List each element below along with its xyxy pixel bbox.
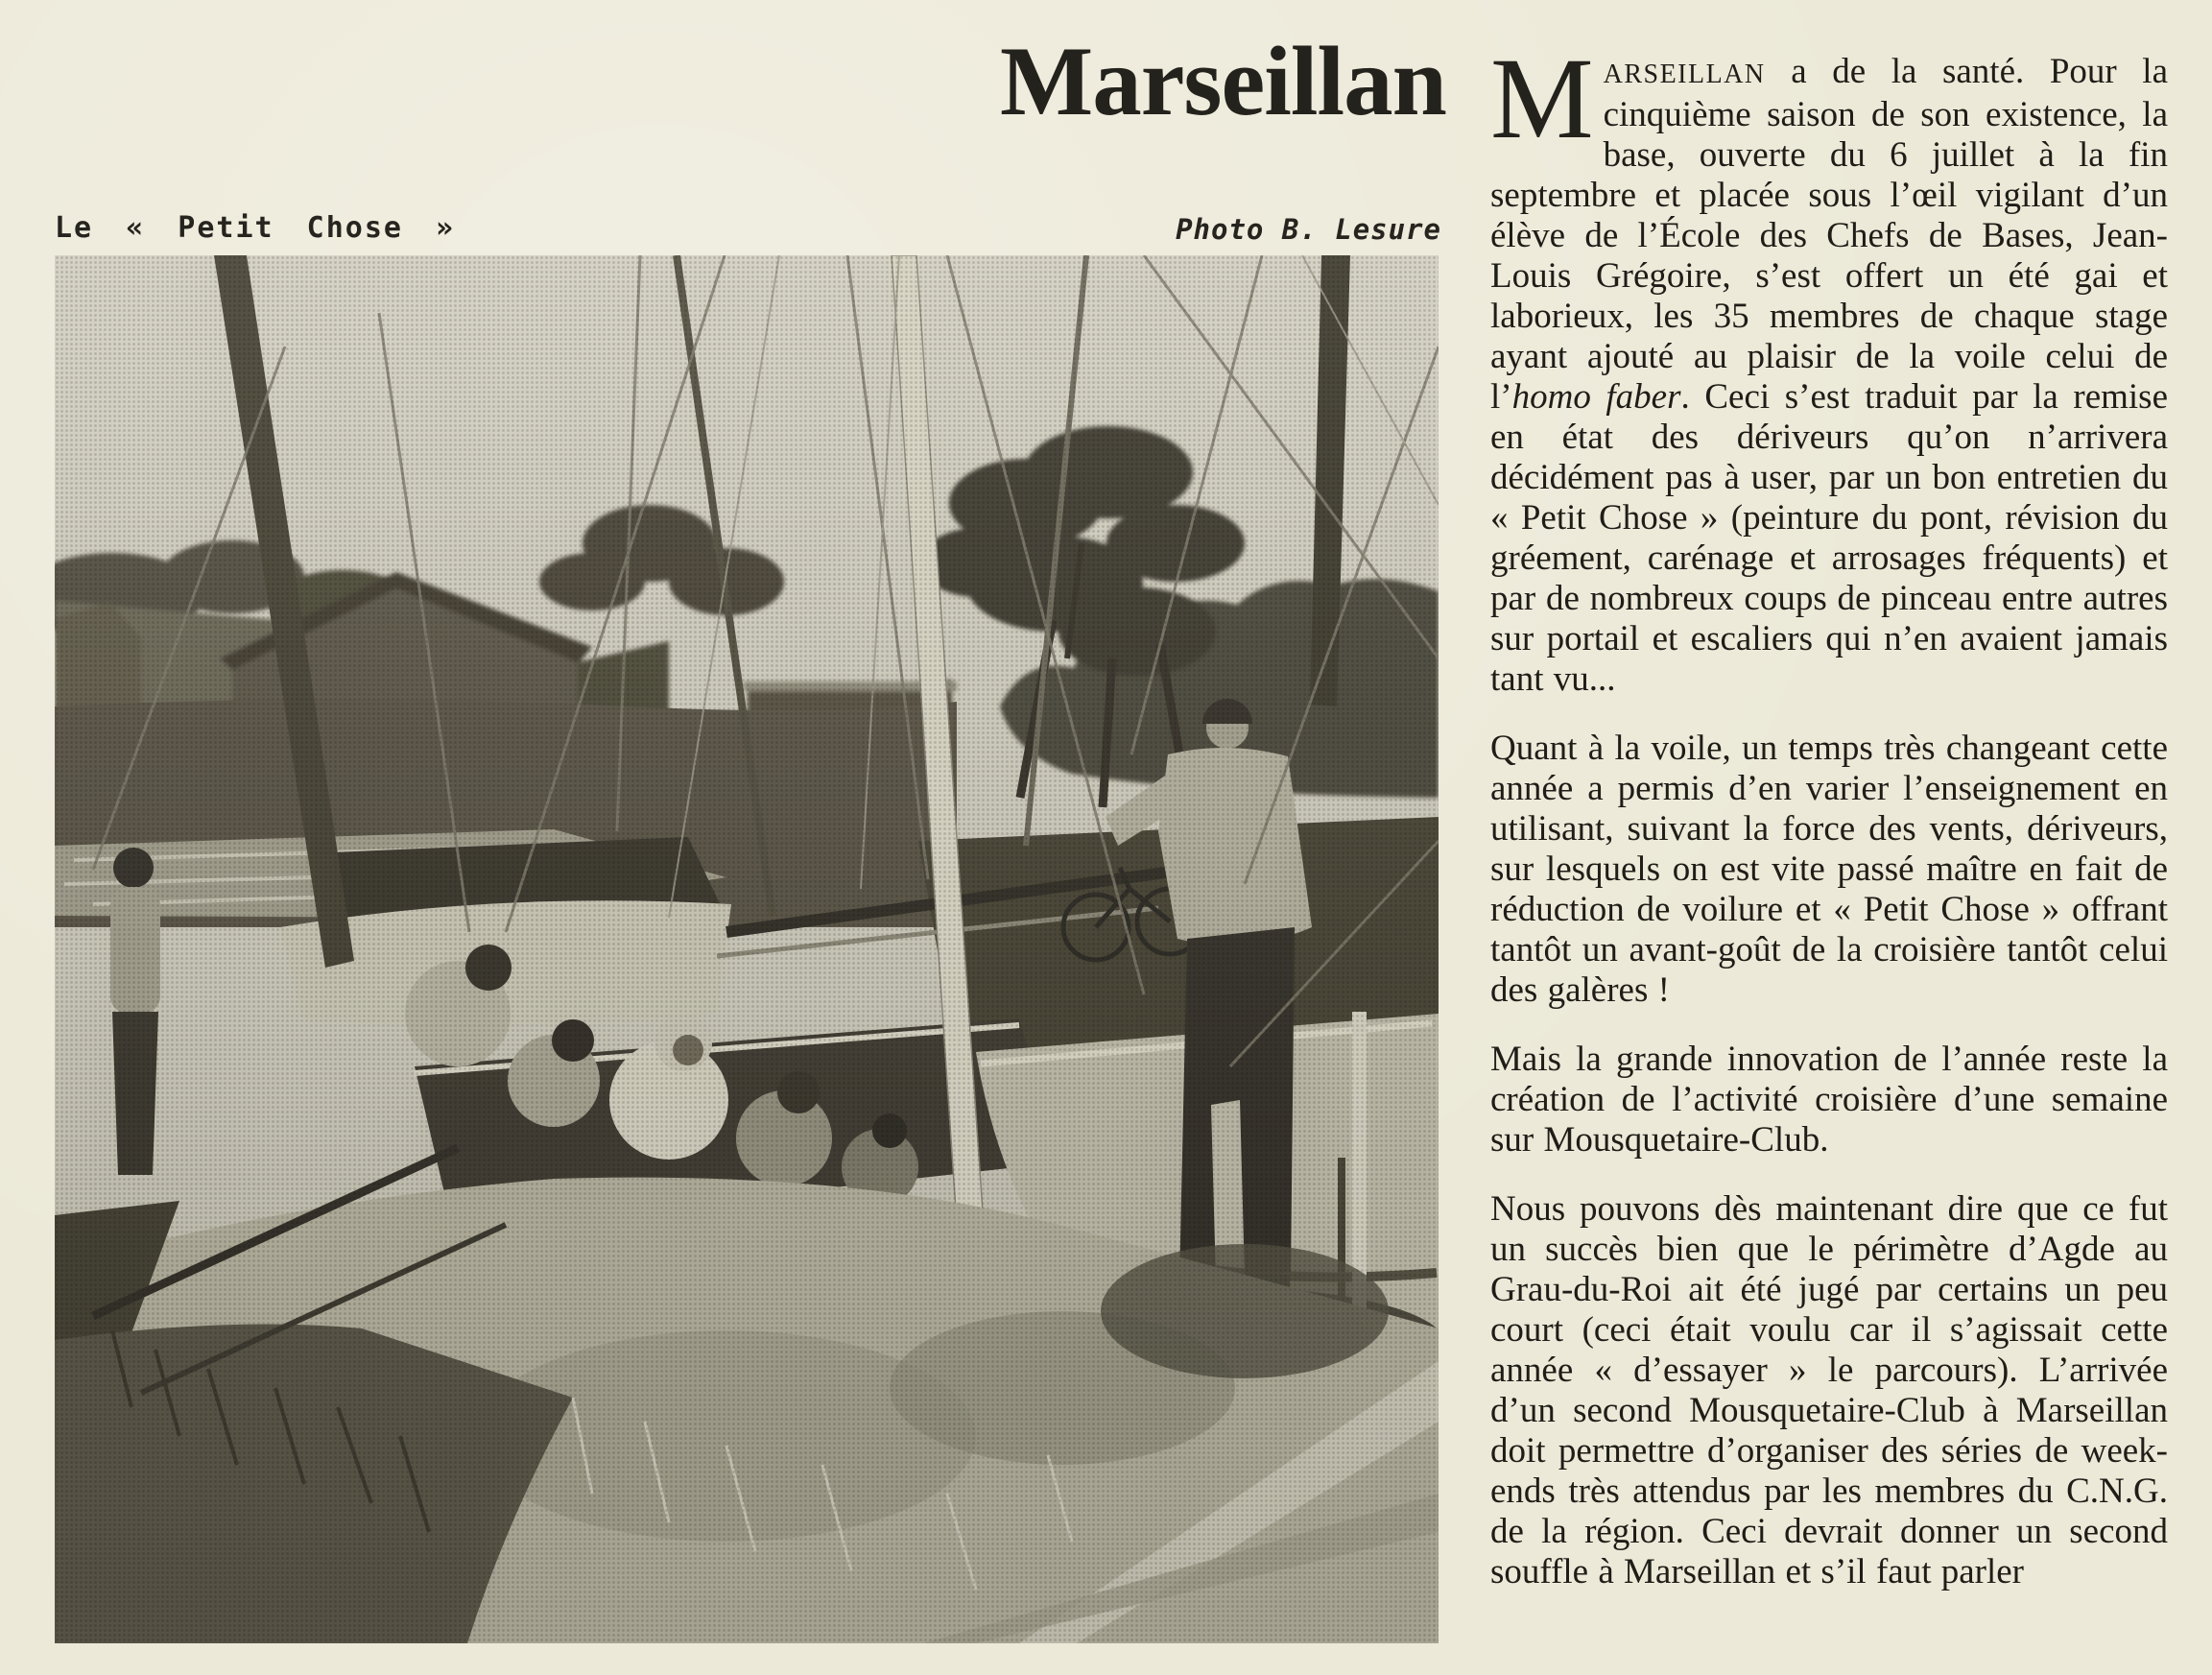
photo-caption: Le « Petit Chose »: [55, 211, 456, 245]
article-column: [1490, 35, 2168, 1592]
photo-credit: Photo B. Lesure: [1176, 213, 1441, 246]
lead-smallcaps: ARSEILLAN: [1603, 60, 1766, 89]
paragraph-1-text: a de la santé. Pour la cinquième saison de son existence, la base, ouverte du 6 juillet à la fin septembre et placée sous l’œil vigilant d’un élève de l’École des Chefs de Bases, Jean-Louis Grégoire, s’est offert un été gai et laborieux, les 35 membres de chaque stage ayant ajouté au plaisir de la voile celui de l’: [1490, 52, 2168, 417]
dropcap-letter: M: [1490, 35, 1594, 163]
paragraph-4: Nous pouvons dès maintenant dire que ce fut un succès bien que le périmètre d’Agde au Grau-du-Roi ait été jugé par certains un peu court (ceci était voulu car il s’agissait cette année « d’essayer » le parcours). L’arrivée d’un second Mousquetaire-Club à Marseillan doit permettre d’organiser des séries de week-ends très attendus par les membres du C.N.G. de la région. Ceci devrait donner un second souffle à Marseillan et s’il faut parler: [1490, 1189, 2168, 1591]
article-photo: [55, 255, 1439, 1643]
paragraph-3: Mais la grande innovation de l’année reste la création de l’activité croisière d’une semaine sur Mousquetaire-Club.: [1490, 1040, 2168, 1160]
photo-illustration: [55, 255, 1439, 1643]
paragraph-2: Quant à la voile, un temps très changeant cette année a permis d’en varier l’enseignement en utilisant, suivant la force des vents, dériveurs, sur lesquels on est vite passé maître en fait de réduction de voilure et « Petit Chose » offrant tantôt un avant-goût de la croisière tantôt celui des galères !: [1490, 729, 2168, 1010]
paragraph-1-text-end: . Ceci s’est traduit par la remise en état des dériveurs qu’on n’arrivera décidément pas à user, par un bon entretien du « Petit Chose » (peinture du pont, révision du gréement, carénage et arrosages fréquents) et par de nombreux coups de pinceau entre autres sur portail et escaliers qui n’en avaient jamais tant vu...: [1490, 377, 2168, 699]
latin-phrase: homo faber: [1511, 377, 1681, 417]
page-title: Marseillan: [1000, 27, 1446, 136]
paragraph-1: [1490, 35, 2168, 700]
